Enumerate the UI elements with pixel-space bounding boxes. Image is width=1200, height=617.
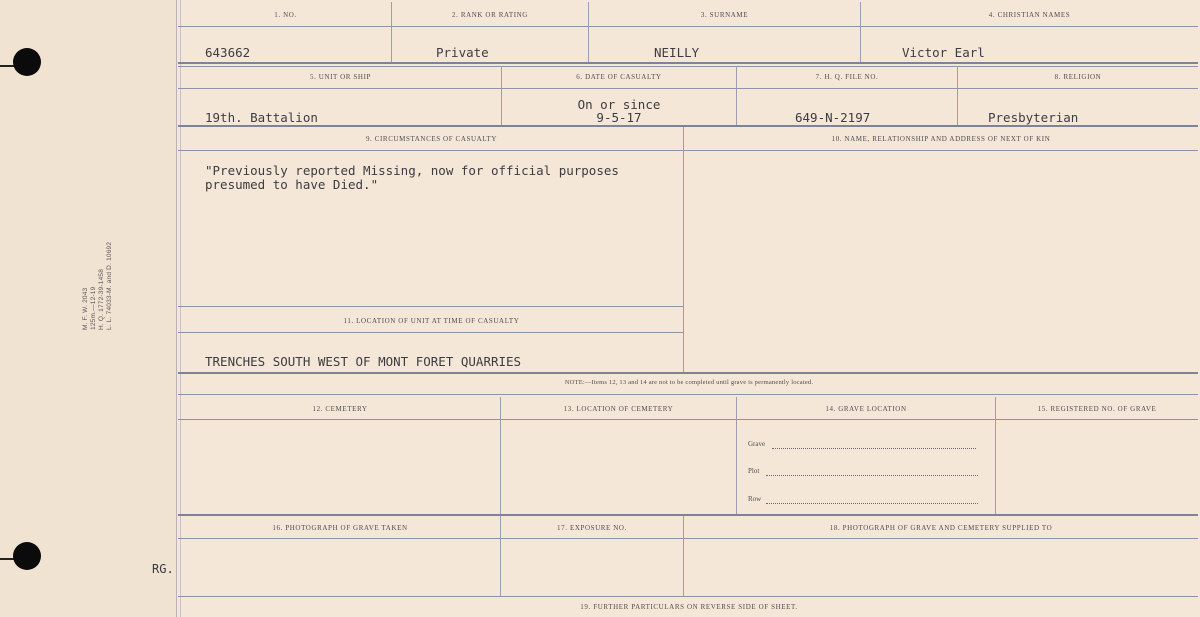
row-field-label: Row: [748, 495, 762, 503]
rule: [178, 514, 1198, 516]
rule: [178, 125, 1198, 127]
column-divider: [995, 397, 996, 514]
rule: [178, 150, 1198, 151]
plot-field-label: Plot: [748, 467, 760, 475]
rule: [178, 26, 1198, 27]
label-photograph-taken: 16. PHOTOGRAPH OF GRAVE TAKEN: [272, 524, 408, 532]
rule: [178, 394, 1198, 395]
rule: [178, 419, 1198, 420]
rule: [178, 66, 1198, 67]
print-code: 125m.—12-19: [90, 286, 97, 330]
column-divider: [736, 397, 737, 514]
value-surname: NEILLY: [654, 45, 700, 60]
label-location-of-cemetery: 13. LOCATION OF CEMETERY: [563, 405, 674, 413]
footer-note: 19. FURTHER PARTICULARS ON REVERSE SIDE OF SHEET.: [580, 603, 798, 611]
value-rank: Private: [436, 45, 489, 60]
punch-hole-top: [13, 48, 41, 76]
label-registered-no: 15. REGISTERED NO. OF GRAVE: [1037, 405, 1157, 413]
label-number: 1. NO.: [274, 11, 297, 19]
label-date-of-casualty: 6. DATE OF CASUALTY: [576, 73, 662, 81]
print-code: L. L. 74033-M. and D. 10692: [106, 241, 113, 330]
value-location-of-unit: TRENCHES SOUTH WEST OF MONT FORET QUARRIES: [205, 354, 522, 369]
label-hq-file: 7. H. Q. FILE NO.: [815, 73, 879, 81]
value-christian-names: Victor Earl: [902, 45, 985, 60]
print-code: H. Q. 1772-39-1458: [98, 268, 105, 330]
label-next-of-kin: 10. NAME, RELATIONSHIP AND ADDRESS OF NEXT OF KIN: [831, 135, 1051, 143]
plot-field-dots: [766, 475, 978, 476]
print-codes: [82, 160, 114, 330]
punch-hole-bottom: [13, 542, 41, 570]
file-mark: RG.: [152, 562, 174, 576]
value-circumstances-line1: "Previously reported Missing, now for official purposes: [205, 163, 619, 178]
value-date-line1: On or since: [577, 97, 661, 112]
column-divider: [500, 397, 501, 514]
value-date-line2: 9-5-17: [596, 110, 642, 125]
rule: [178, 372, 1198, 374]
value-unit: 19th. Battalion: [205, 110, 318, 125]
label-religion: 8. RELIGION: [1054, 73, 1102, 81]
column-divider: [683, 127, 684, 372]
label-rank: 2. RANK OR RATING: [452, 11, 528, 19]
row-field-dots: [766, 503, 978, 504]
value-religion: Presbyterian: [988, 110, 1079, 125]
rule: [178, 538, 1198, 539]
label-grave-location: 14. GRAVE LOCATION: [825, 405, 907, 413]
rule: [178, 596, 1198, 597]
label-exposure-no: 17. EXPOSURE NO.: [557, 524, 627, 532]
label-unit: 5. UNIT OR SHIP: [310, 73, 371, 81]
label-circumstances: 9. CIRCUMSTANCES OF CASUALTY: [365, 135, 498, 143]
value-circumstances-line2: presumed to have Died.": [205, 177, 379, 192]
rule: [178, 332, 683, 333]
grave-field-dots: [772, 448, 976, 449]
label-location-of-unit: 11. LOCATION OF UNIT AT TIME OF CASUALTY: [343, 317, 520, 325]
label-cemetery: 12. CEMETERY: [312, 405, 368, 413]
rule: [178, 62, 1198, 64]
label-surname: 3. SURNAME: [700, 11, 749, 19]
label-photograph-supplied: 18. PHOTOGRAPH OF GRAVE AND CEMETERY SUPPLIED TO: [829, 524, 1053, 532]
note-text: NOTE:—Items 12, 13 and 14 are not to be completed until grave is permanently located.: [564, 379, 814, 386]
value-number: 643662: [205, 45, 251, 60]
value-hq-file: 649-N-2197: [795, 110, 871, 125]
print-code: M. F. W. 2043: [82, 287, 89, 330]
rule: [178, 88, 1198, 89]
rule: [178, 306, 683, 307]
label-christian-names: 4. CHRISTIAN NAMES: [988, 11, 1071, 19]
grave-field-label: Grave: [748, 440, 766, 448]
